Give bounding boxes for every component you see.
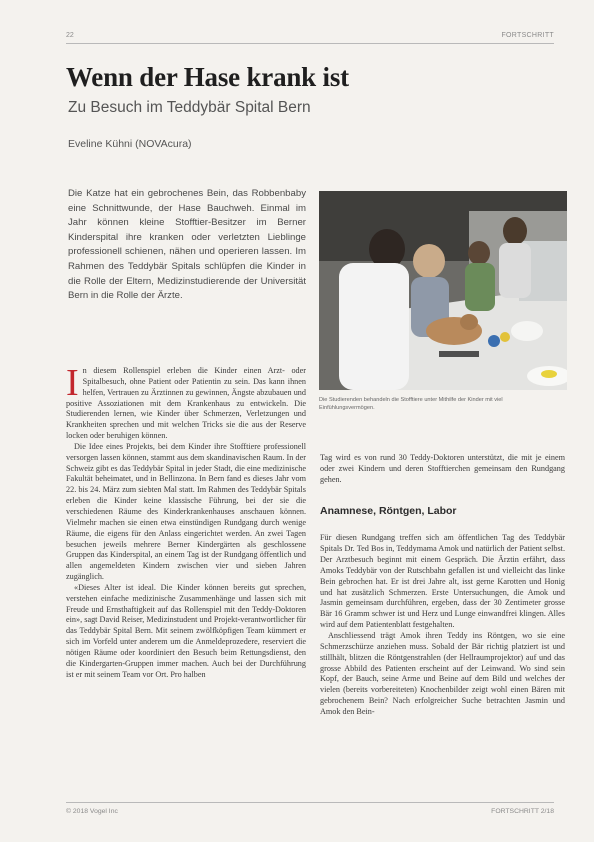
body-paragraph: Für diesen Rundgang treffen sich am öffentlichen Tag des Teddybär Spitals Dr. Ted Bos in, Teddymama Amok und natürlich der Patient selbst. Der Arztbesuch beginnt mit einem Gespräch. Die Ärztin erfährt, dass Amoks Teddybär von der Rutschbahn gefallen ist und vielleicht das linke Bein gebrochen hat. Er ist drei Jahre alt, isst gerne Karotten und Honig und hat zusätzlich Schmerzen. Erste Untersuchungen, die Amok und Jasmin gemeinsam durchführen, ergeben, dass der 30 Zentimeter grosse Bär 16 Gramm schwer ist und Herz und Lunge einwandfrei klingen. Alles wird auf dem Patientenblatt festgehalten. [320, 533, 565, 630]
body-column-left [66, 366, 306, 830]
body-paragraph: Tag wird es von rund 30 Teddy-Doktoren unterstützt, die mit je einem oder zwei Kindern und deren Stofftierchen gemeinsam den Rundgang gehen. [320, 453, 565, 484]
body-paragraph: Die Idee eines Projekts, bei dem Kinder ihre Stofftiere professionell versorgen lassen können, stammt aus dem skandinavischen Raum. In der Schweiz gibt es das Teddybär Spital in jeder Stadt, die eine medizinische Fakultät beheimatet, und in Bellinzona. In Bern fand es dieses Jahr vom 22. bis 24. März zum siebten Mal statt. Im Rahmen des Teddybär Spitals erleben die Kinder keine klassische Führung, bei der sie die verschiedenen Räume des Kinderkrankenhauses anschauen können. Vielmehr machen sie einen etwa einstündigen Rundgang durch wenige Räume, die eigens für den Anlass eingerichtet werden. An zwei Tagen besuchen jeweils mehrere Berner Kindergärten als geschlossene Gruppen das Kinderspital, an einem Tag ist der Rundgang öffentlich und allen angemeldeten Kindern zwischen vier und sieben Jahren zugänglich. [66, 441, 306, 582]
article-subtitle: Zu Besuch im Teddybär Spital Bern [68, 99, 311, 116]
header-divider [66, 43, 554, 44]
footer-issue: FORTSCHRITT 2/18 [491, 808, 554, 815]
page-number: 22 [66, 32, 74, 39]
photo-caption: Die Studierenden behandeln die Stofftiere unter Mithilfe der Kinder mit viel Einfühlungsvermögen. [319, 397, 503, 411]
article-title: Wenn der Hase krank ist [66, 62, 349, 92]
body-paragraph: In diesem Rollenspiel erleben die Kinder einen Arzt- oder Spitalbesuch, ohne Patient oder Patientin zu sein. Das kann ihnen helfen, Vertrauen zu Ärztinnen zu gewinnen, Ängste abzubauen und positive Assoziationen mit dem Krankenhaus zu entwickeln. Die Studierenden lernen, wie Kinder über Schmerzen, Verletzungen und Krankheiten sprechen und mit welchen Tricks sie die aus der Reserve locken oder beruhigen können. [66, 366, 306, 441]
body-paragraph: Anschliessend trägt Amok ihren Teddy ins Röntgen, wo sie eine Schmerzschürze anziehen muss. Sobald der Bär richtig platziert ist und stillhält, blitzen die Röntgenstrahlen (der Hellraumprojektor) auf und das grosse Abbild des Patienten erscheint auf der Leinwand. Wo sind sein Kopf, der Bauch, seine Arme und Beine auf dem Bild und welches der vielen (bereits vorbereiteten) Knochenbilder zeigt wohl einen Bären mit gebrochenem Bein? Nach erfolgreicher Suche betrachten Jasmin und Amok den Bein- [320, 630, 565, 716]
article-photo [319, 191, 567, 390]
article-author: Eveline Kühni (NOVAcura) [68, 138, 192, 150]
section-subhead: Anamnese, Röntgen, Labor [320, 504, 457, 517]
drop-cap: I [66, 366, 79, 404]
footer-copyright: © 2018 Vogel Inc [66, 808, 118, 815]
body-paragraph: «Dieses Alter ist ideal. Die Kinder können bereits gut sprechen, verstehen einfache medizinische Zusammenhänge und lassen sich mit Freude und Ernsthaftigkeit auf das Rollenspiel mit den Teddy-Doktoren ein», sagt David Reiser, Medizinstudent und Projekt-verantwortlicher für das Teddybär Spital Bern. Mit seinem zwölfköpfigen Team kümmert er sich im Vorfeld unter anderem um die Anmeldeprozedere, reserviert die nötigen Räume oder koordiniert den Besuch beim Rettungsdienst, den die Kindergarten-Gruppen immer machen. Auch bei der Durchführung ist er mit seinem Team vor Ort. Pro halben [66, 582, 306, 679]
lead-paragraph: Die Katze hat ein gebrochenes Bein, das Robbenbaby eine Schnittwunde, der Hase Bauchweh. Einmal im Jahr können kleine Stofftier-Besitzer im Berner Kinderspital ihre kranken oder verletzten Lieblinge professionell schienen, nähen und operieren lassen. Im Rahmen des Teddybär Spitals schlüpfen die Kinder in die Rolle der Eltern, Medizinstudierende der Universität Bern in die Rolle der Ärzte. [68, 188, 306, 302]
footer-divider [66, 802, 554, 803]
section-label: FORTSCHRITT [501, 32, 554, 39]
body-column-right [320, 453, 565, 831]
